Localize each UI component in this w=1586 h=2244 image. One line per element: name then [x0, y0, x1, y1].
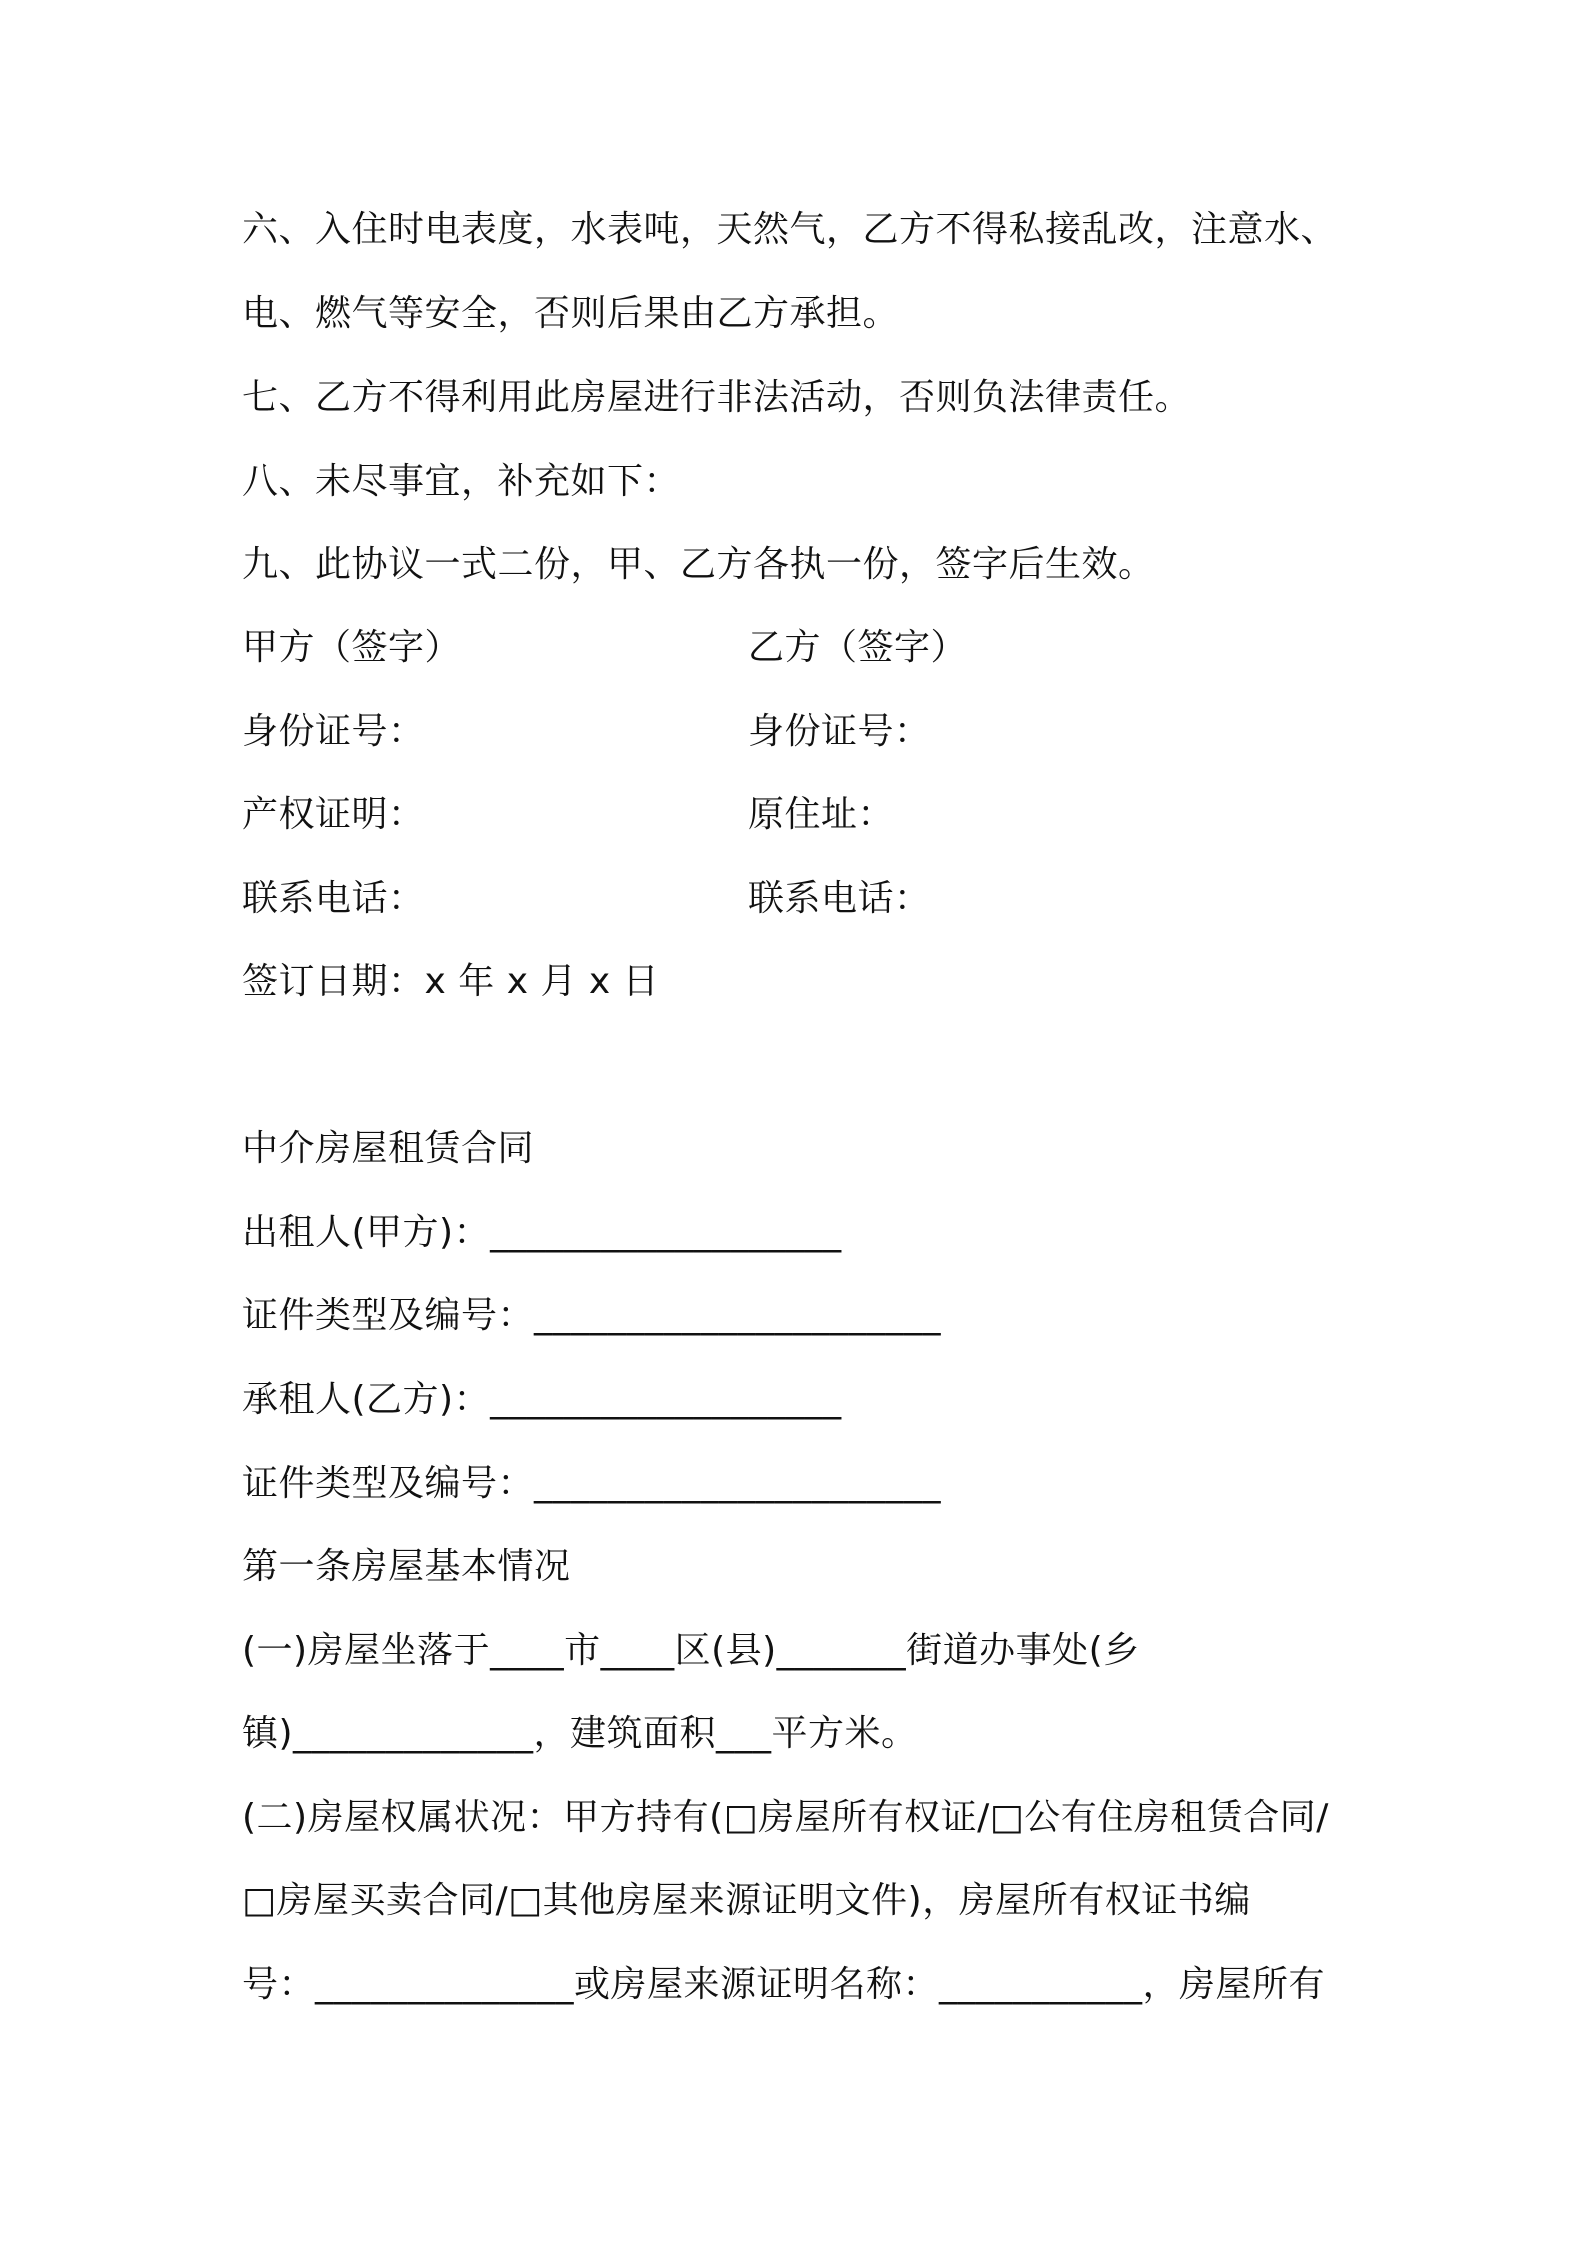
party-a-id-label: 身份证号： [242, 711, 425, 752]
lessee-id-field: 证件类型及编号：______________________ [242, 1463, 942, 1504]
lessor-id-field: 证件类型及编号：______________________ [242, 1295, 942, 1336]
clause-seven: 七、乙方不得利用此房屋进行非法活动，否则负法律责任。 [242, 377, 1192, 418]
item-1-line-2: 镇)_____________，建筑面积___平方米。 [242, 1713, 918, 1754]
party-a-ownership-proof-label: 产权证明： [242, 794, 425, 835]
party-a-signature-label: 甲方（签字） [242, 627, 462, 668]
item-2-line-1: (二)房屋权属状况：甲方持有(□房屋所有权证/□公有住房租赁合同/ [242, 1797, 1329, 1838]
party-b-id-label: 身份证号： [748, 711, 931, 752]
item-2-line-3: 号：______________或房屋来源证明名称：___________，房屋所有 [242, 1964, 1326, 2005]
party-b-phone-label: 联系电话： [748, 878, 931, 919]
lessor-field: 出租人(甲方)：___________________ [242, 1212, 842, 1253]
signing-date: 签订日期：x 年 x 月 x 日 [242, 961, 660, 1002]
lessee-field: 承租人(乙方)：___________________ [242, 1379, 842, 1420]
party-b-address-label: 原住址： [748, 794, 895, 835]
party-b-signature-label: 乙方（签字） [748, 627, 968, 668]
clause-six-line-1: 六、入住时电表度，水表吨，天然气，乙方不得私接乱改，注意水、 [242, 209, 1338, 250]
item-1-line-1: (一)房屋坐落于____市____区(县)_______街道办事处(乡 [242, 1630, 1140, 1671]
item-2-line-2: □房屋买卖合同/□其他房屋来源证明文件)，房屋所有权证书编 [242, 1880, 1251, 1921]
clause-nine: 九、此协议一式二份，甲、乙方各执一份，签字后生效。 [242, 544, 1155, 585]
clause-six-line-2: 电、燃气等安全，否则后果由乙方承担。 [242, 293, 900, 334]
article-1-title: 第一条房屋基本情况 [242, 1546, 571, 1587]
contract-title: 中介房屋租赁合同 [242, 1128, 535, 1169]
party-a-phone-label: 联系电话： [242, 878, 425, 919]
clause-eight: 八、未尽事宜，补充如下： [242, 461, 681, 502]
